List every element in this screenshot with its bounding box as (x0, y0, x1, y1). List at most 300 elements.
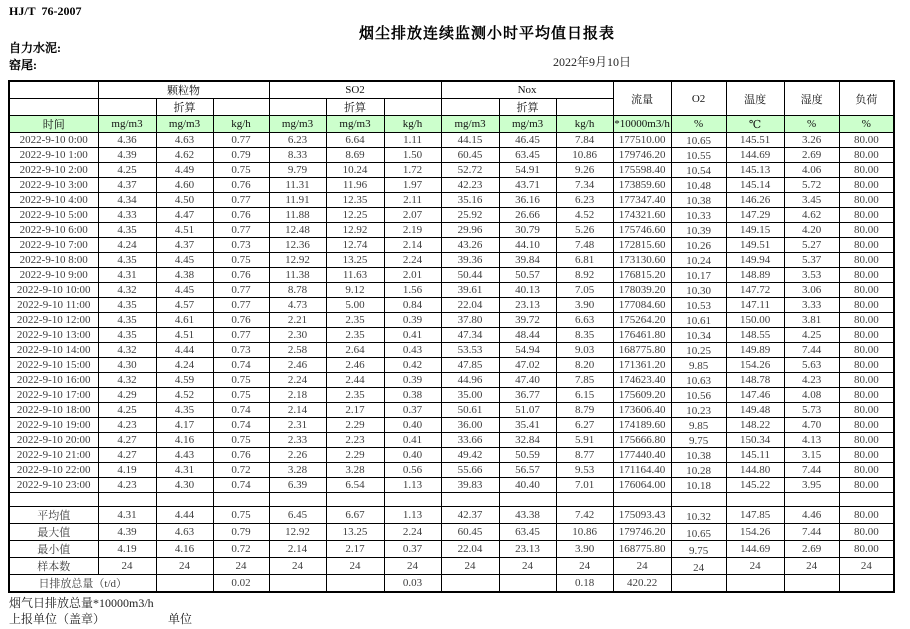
value-cell: 4.23 (784, 373, 839, 388)
value-cell: 2.14 (384, 238, 441, 253)
value-cell: 4.63 (156, 524, 213, 541)
time-cell: 2022-9-10 23:00 (9, 478, 98, 493)
value-cell: 144.69 (726, 541, 784, 558)
value-cell: 4.19 (98, 463, 156, 478)
unit-header: *10000m3/h (613, 116, 671, 133)
value-cell: 1.11 (384, 133, 441, 148)
value-cell: 149.48 (726, 403, 784, 418)
value-cell: 145.13 (726, 163, 784, 178)
value-cell: 6.15 (556, 388, 613, 403)
value-cell: 145.11 (726, 448, 784, 463)
value-cell: 0.56 (384, 463, 441, 478)
value-cell: 4.17 (156, 418, 213, 433)
value-cell: 23.13 (499, 541, 556, 558)
value-cell (784, 575, 839, 593)
value-cell: 7.48 (556, 238, 613, 253)
value-cell: 0.76 (213, 208, 269, 223)
value-cell: 3.06 (784, 283, 839, 298)
value-cell: 3.90 (556, 298, 613, 313)
value-cell: 0.74 (213, 478, 269, 493)
value-cell: 0.37 (384, 541, 441, 558)
header-load: 负荷 (839, 81, 894, 116)
value-cell: 1.13 (384, 478, 441, 493)
value-cell: 35.41 (499, 418, 556, 433)
blank-cell (384, 99, 441, 116)
value-cell: 10.38 (671, 193, 726, 208)
value-cell: 80.00 (839, 238, 894, 253)
value-cell: 10.39 (671, 223, 726, 238)
value-cell: 9.85 (671, 418, 726, 433)
value-cell: 6.27 (556, 418, 613, 433)
blank-cell (98, 99, 156, 116)
value-cell: 12.92 (269, 524, 326, 541)
value-cell: 4.43 (156, 448, 213, 463)
value-cell: 3.95 (784, 478, 839, 493)
value-cell: 177084.60 (613, 298, 671, 313)
value-cell: 47.02 (499, 358, 556, 373)
summary-label: 最大值 (9, 524, 98, 541)
value-cell: 5.73 (784, 403, 839, 418)
data-row (9, 463, 894, 478)
value-cell: 2.24 (269, 373, 326, 388)
value-cell: 8.79 (556, 403, 613, 418)
value-cell (671, 575, 726, 593)
value-cell: 10.48 (671, 178, 726, 193)
value-cell: 7.84 (556, 133, 613, 148)
time-cell: 2022-9-10 6:00 (9, 223, 98, 238)
blank-cell (9, 81, 98, 99)
summary-row (9, 558, 894, 575)
value-cell: 4.73 (269, 298, 326, 313)
value-cell: 4.27 (98, 448, 156, 463)
value-cell: 24 (326, 558, 384, 575)
value-cell: 3.81 (784, 313, 839, 328)
units-row (9, 116, 894, 133)
value-cell: 4.70 (784, 418, 839, 433)
unit-header: mg/m3 (326, 116, 384, 133)
value-cell: 5.26 (556, 223, 613, 238)
value-cell: 2.46 (326, 358, 384, 373)
time-cell: 2022-9-10 10:00 (9, 283, 98, 298)
value-cell: 44.15 (441, 133, 499, 148)
value-cell: 2.35 (326, 328, 384, 343)
value-cell: 2.35 (326, 313, 384, 328)
value-cell: 2.29 (326, 448, 384, 463)
value-cell: 13.25 (326, 253, 384, 268)
value-cell: 0.18 (556, 575, 613, 593)
value-cell: 53.53 (441, 343, 499, 358)
value-cell: 30.79 (499, 223, 556, 238)
value-cell: 80.00 (839, 328, 894, 343)
value-cell: 149.94 (726, 253, 784, 268)
data-row (9, 478, 894, 493)
value-cell: 2.24 (384, 524, 441, 541)
value-cell: 148.22 (726, 418, 784, 433)
blank-cell (384, 493, 441, 507)
blank-cell (613, 493, 671, 507)
value-cell: 4.57 (156, 298, 213, 313)
summary-row (9, 507, 894, 524)
value-cell: 0.43 (384, 343, 441, 358)
value-cell: 12.74 (326, 238, 384, 253)
value-cell: 4.08 (784, 388, 839, 403)
value-cell: 0.77 (213, 283, 269, 298)
value-cell: 5.27 (784, 238, 839, 253)
value-cell: 39.61 (441, 283, 499, 298)
value-cell: 63.45 (499, 148, 556, 163)
value-cell: 3.45 (784, 193, 839, 208)
value-cell: 4.37 (98, 178, 156, 193)
value-cell: 171361.20 (613, 358, 671, 373)
value-cell: 0.39 (384, 313, 441, 328)
unit-header: kg/h (556, 116, 613, 133)
value-cell: 80.00 (839, 178, 894, 193)
report-date: 2022年9月10日 (553, 55, 632, 69)
value-cell: 47.85 (441, 358, 499, 373)
value-cell: 0.74 (213, 418, 269, 433)
value-cell: 2.26 (269, 448, 326, 463)
value-cell: 43.38 (499, 507, 556, 524)
value-cell: 168775.80 (613, 343, 671, 358)
value-cell: 46.45 (499, 133, 556, 148)
data-row (9, 343, 894, 358)
value-cell: 0.76 (213, 313, 269, 328)
value-cell: 0.40 (384, 418, 441, 433)
value-cell: 148.89 (726, 268, 784, 283)
value-cell: 8.33 (269, 148, 326, 163)
value-cell: 2.46 (269, 358, 326, 373)
value-cell (499, 575, 556, 593)
value-cell: 4.34 (98, 193, 156, 208)
data-row (9, 298, 894, 313)
value-cell: 2.69 (784, 541, 839, 558)
value-cell: 179746.20 (613, 524, 671, 541)
value-cell: 6.23 (269, 133, 326, 148)
value-cell: 24 (213, 558, 269, 575)
value-cell: 176815.20 (613, 268, 671, 283)
value-cell: 4.39 (98, 148, 156, 163)
data-row (9, 208, 894, 223)
value-cell: 7.44 (784, 343, 839, 358)
value-cell: 175746.60 (613, 223, 671, 238)
value-cell: 0.77 (213, 298, 269, 313)
value-cell: 4.36 (98, 133, 156, 148)
value-cell: 175093.43 (613, 507, 671, 524)
value-cell: 0.75 (213, 433, 269, 448)
value-cell: 4.35 (98, 313, 156, 328)
value-cell: 11.96 (326, 178, 384, 193)
value-cell: 44.10 (499, 238, 556, 253)
value-cell: 39.83 (441, 478, 499, 493)
unit-header: % (784, 116, 839, 133)
value-cell: 12.92 (269, 253, 326, 268)
value-cell: 2.18 (269, 388, 326, 403)
value-cell: 10.61 (671, 313, 726, 328)
value-cell: 40.40 (499, 478, 556, 493)
value-cell: 147.46 (726, 388, 784, 403)
value-cell: 4.31 (98, 268, 156, 283)
blank-cell (784, 493, 839, 507)
value-cell: 176064.00 (613, 478, 671, 493)
spacer-row (9, 493, 894, 507)
value-cell: 177440.40 (613, 448, 671, 463)
value-cell: 35.00 (441, 388, 499, 403)
data-row (9, 418, 894, 433)
value-cell: 148.55 (726, 328, 784, 343)
value-cell: 2.07 (384, 208, 441, 223)
group-header-nox: Nox (441, 81, 613, 99)
value-cell: 2.21 (269, 313, 326, 328)
time-cell: 2022-9-10 14:00 (9, 343, 98, 358)
value-cell: 10.24 (326, 163, 384, 178)
value-cell: 4.46 (784, 507, 839, 524)
value-cell: 13.25 (326, 524, 384, 541)
data-row (9, 403, 894, 418)
value-cell: 22.04 (441, 298, 499, 313)
value-cell: 80.00 (839, 253, 894, 268)
value-cell: 80.00 (839, 298, 894, 313)
value-cell: 29.96 (441, 223, 499, 238)
value-cell: 6.39 (269, 478, 326, 493)
value-cell: 2.23 (326, 433, 384, 448)
time-cell: 2022-9-10 21:00 (9, 448, 98, 463)
value-cell: 4.39 (98, 524, 156, 541)
value-cell: 36.77 (499, 388, 556, 403)
value-cell: 145.14 (726, 178, 784, 193)
value-cell: 23.13 (499, 298, 556, 313)
value-cell: 60.45 (441, 148, 499, 163)
value-cell: 9.75 (671, 433, 726, 448)
blank-cell (726, 493, 784, 507)
value-cell: 5.72 (784, 178, 839, 193)
time-cell: 2022-9-10 2:00 (9, 163, 98, 178)
data-row (9, 268, 894, 283)
value-cell: 0.74 (213, 403, 269, 418)
value-cell: 4.23 (98, 418, 156, 433)
value-cell: 172815.60 (613, 238, 671, 253)
value-cell: 0.38 (384, 388, 441, 403)
data-row (9, 223, 894, 238)
blank-cell (671, 493, 726, 507)
value-cell: 9.53 (556, 463, 613, 478)
value-cell: 1.72 (384, 163, 441, 178)
data-row (9, 283, 894, 298)
value-cell: 0.76 (213, 268, 269, 283)
value-cell: 10.17 (671, 268, 726, 283)
value-cell: 11.88 (269, 208, 326, 223)
value-cell: 10.38 (671, 448, 726, 463)
value-cell: 11.31 (269, 178, 326, 193)
summary-label: 最小值 (9, 541, 98, 558)
group-header-so2: SO2 (269, 81, 441, 99)
value-cell: 147.29 (726, 208, 784, 223)
value-cell: 10.56 (671, 388, 726, 403)
value-cell: 175598.40 (613, 163, 671, 178)
value-cell: 4.63 (156, 133, 213, 148)
value-cell: 4.60 (156, 178, 213, 193)
company-label: 自力水泥: (9, 41, 61, 55)
value-cell: 173859.60 (613, 178, 671, 193)
value-cell: 0.74 (213, 358, 269, 373)
value-cell: 2.14 (269, 541, 326, 558)
value-cell: 7.44 (784, 524, 839, 541)
value-cell: 4.35 (98, 328, 156, 343)
value-cell: 35.16 (441, 193, 499, 208)
blank-cell (9, 493, 98, 507)
value-cell: 36.00 (441, 418, 499, 433)
standard-code: HJ/T 76-2007 (9, 4, 82, 18)
value-cell: 43.26 (441, 238, 499, 253)
value-cell: 12.36 (269, 238, 326, 253)
value-cell: 4.27 (98, 433, 156, 448)
data-row (9, 133, 894, 148)
unit-header: mg/m3 (499, 116, 556, 133)
value-cell: 173606.40 (613, 403, 671, 418)
value-cell: 5.37 (784, 253, 839, 268)
value-cell: 4.38 (156, 268, 213, 283)
value-cell: 9.26 (556, 163, 613, 178)
value-cell: 80.00 (839, 358, 894, 373)
value-cell: 0.77 (213, 133, 269, 148)
value-cell: 40.13 (499, 283, 556, 298)
value-cell: 4.20 (784, 223, 839, 238)
blank-cell (269, 99, 326, 116)
value-cell (726, 575, 784, 593)
value-cell: 0.37 (384, 403, 441, 418)
value-cell: 5.63 (784, 358, 839, 373)
data-row (9, 358, 894, 373)
value-cell: 8.92 (556, 268, 613, 283)
value-cell: 6.67 (326, 507, 384, 524)
value-cell: 0.42 (384, 358, 441, 373)
value-cell: 4.49 (156, 163, 213, 178)
value-cell: 4.16 (156, 433, 213, 448)
value-cell (441, 575, 499, 593)
value-cell: 154.26 (726, 524, 784, 541)
data-row (9, 328, 894, 343)
value-cell: 12.25 (326, 208, 384, 223)
value-cell: 175666.80 (613, 433, 671, 448)
header-flow: 流量 (613, 81, 671, 116)
summary-label: 样本数 (9, 558, 98, 575)
blank-cell (156, 493, 213, 507)
time-cell: 2022-9-10 13:00 (9, 328, 98, 343)
value-cell: 0.39 (384, 373, 441, 388)
value-cell: 179746.20 (613, 148, 671, 163)
value-cell: 24 (839, 558, 894, 575)
value-cell: 0.77 (213, 193, 269, 208)
value-cell: 80.00 (839, 133, 894, 148)
time-cell: 2022-9-10 18:00 (9, 403, 98, 418)
value-cell: 4.44 (156, 343, 213, 358)
value-cell: 0.73 (213, 238, 269, 253)
value-cell: 147.11 (726, 298, 784, 313)
value-cell: 10.32 (671, 507, 726, 524)
value-cell: 7.01 (556, 478, 613, 493)
value-cell: 146.26 (726, 193, 784, 208)
unit-header: mg/m3 (156, 116, 213, 133)
value-cell: 50.59 (499, 448, 556, 463)
value-cell: 0.79 (213, 148, 269, 163)
value-cell: 0.75 (213, 507, 269, 524)
value-cell: 10.86 (556, 148, 613, 163)
value-cell: 24 (156, 558, 213, 575)
value-cell: 0.79 (213, 524, 269, 541)
value-cell: 0.76 (213, 448, 269, 463)
value-cell: 10.65 (671, 133, 726, 148)
data-row (9, 253, 894, 268)
value-cell: 4.24 (156, 358, 213, 373)
value-cell: 4.52 (156, 388, 213, 403)
time-cell: 2022-9-10 5:00 (9, 208, 98, 223)
value-cell: 50.61 (441, 403, 499, 418)
value-cell: 2.31 (269, 418, 326, 433)
report-title: 烟尘排放连续监测小时平均值日报表 (358, 26, 615, 42)
value-cell: 3.90 (556, 541, 613, 558)
value-cell: 60.45 (441, 524, 499, 541)
value-cell: 47.40 (499, 373, 556, 388)
header-humidity: 湿度 (784, 81, 839, 116)
data-row (9, 313, 894, 328)
value-cell: 54.94 (499, 343, 556, 358)
value-cell: 10.34 (671, 328, 726, 343)
data-row (9, 148, 894, 163)
blank-cell (269, 493, 326, 507)
value-cell: 4.25 (98, 163, 156, 178)
value-cell: 4.51 (156, 328, 213, 343)
value-cell: 80.00 (839, 448, 894, 463)
value-cell: 4.31 (156, 463, 213, 478)
value-cell: 4.37 (156, 238, 213, 253)
converted-header-particulate: 折算 (156, 99, 213, 116)
value-cell: 10.18 (671, 478, 726, 493)
value-cell: 80.00 (839, 373, 894, 388)
value-cell: 11.91 (269, 193, 326, 208)
value-cell: 54.91 (499, 163, 556, 178)
value-cell: 4.45 (156, 253, 213, 268)
value-cell: 39.72 (499, 313, 556, 328)
value-cell: 8.78 (269, 283, 326, 298)
time-cell: 2022-9-10 9:00 (9, 268, 98, 283)
value-cell: 10.28 (671, 463, 726, 478)
value-cell: 80.00 (839, 313, 894, 328)
value-cell: 4.30 (156, 478, 213, 493)
value-cell: 80.00 (839, 433, 894, 448)
value-cell: 6.45 (269, 507, 326, 524)
group-header-particulate: 颗粒物 (98, 81, 269, 99)
value-cell: 8.77 (556, 448, 613, 463)
value-cell: 10.53 (671, 298, 726, 313)
value-cell: 42.37 (441, 507, 499, 524)
value-cell: 1.13 (384, 507, 441, 524)
value-cell: 174623.40 (613, 373, 671, 388)
data-row (9, 163, 894, 178)
value-cell: 2.30 (269, 328, 326, 343)
time-cell: 2022-9-10 8:00 (9, 253, 98, 268)
value-cell: 43.71 (499, 178, 556, 193)
converted-header-nox: 折算 (499, 99, 556, 116)
value-cell: 175609.20 (613, 388, 671, 403)
value-cell: 50.57 (499, 268, 556, 283)
value-cell: 12.48 (269, 223, 326, 238)
value-cell: 3.26 (784, 133, 839, 148)
value-cell: 1.50 (384, 148, 441, 163)
value-cell: 0.40 (384, 448, 441, 463)
value-cell: 80.00 (839, 463, 894, 478)
value-cell: 3.28 (269, 463, 326, 478)
value-cell: 9.79 (269, 163, 326, 178)
value-cell: 0.77 (213, 223, 269, 238)
